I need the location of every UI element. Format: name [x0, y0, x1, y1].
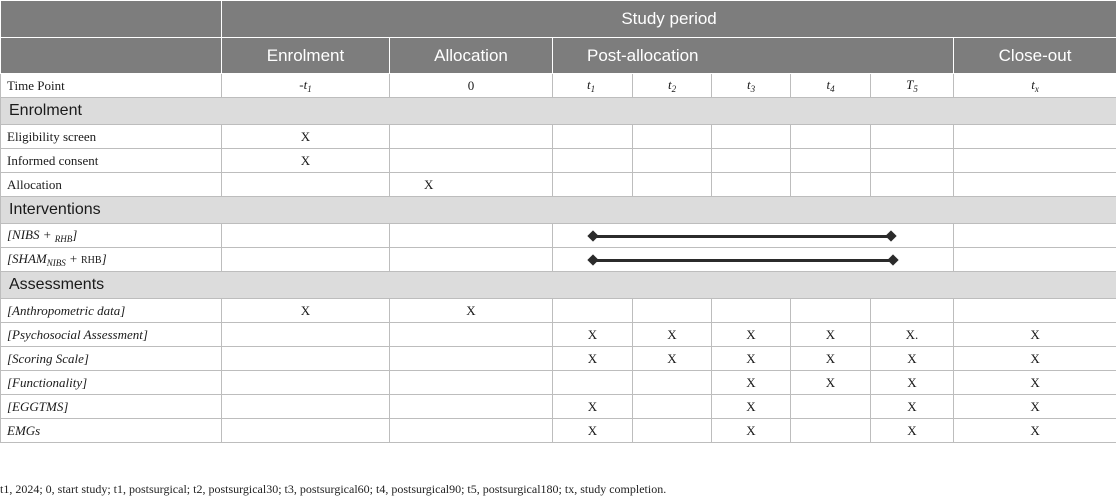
table-row: [1, 173, 1116, 197]
cell-enrol: [222, 248, 390, 272]
cell-t2: [633, 173, 712, 197]
tp-t1: [553, 74, 633, 98]
cell-enrol: [222, 224, 390, 248]
sham-rhb: RHB: [81, 255, 102, 266]
tp-t1-sub: 1: [590, 84, 596, 94]
table-footnote: t1, 2024; 0, start study; t1, postsurgical; t2, postsurgical30; t3, postsurgical60; t4, postsurgical90; t5, postsurgical180; tx, study completion.: [0, 482, 667, 496]
cell-t2: [633, 395, 712, 419]
row-label: Eligibility screen: [1, 125, 222, 149]
tp-t3-sub: 3: [750, 84, 756, 94]
cell-enrol: [222, 173, 390, 197]
cell-t2: X: [633, 347, 712, 371]
intervention-span-nibs: [553, 224, 954, 248]
cell-tx: [954, 248, 1116, 272]
cell-tx: [954, 173, 1116, 197]
cell-alloc: X: [390, 173, 553, 197]
cell-alloc: [390, 248, 553, 272]
tp-t5-text: T: [906, 77, 914, 92]
cell-enrol: X: [222, 299, 390, 323]
cell-alloc: [390, 371, 553, 395]
row-label: [Scoring Scale]: [1, 347, 222, 371]
nibs-sub: RHB: [54, 234, 73, 244]
cell-t3: [712, 299, 791, 323]
cell-t5: [871, 173, 954, 197]
tp-tx-sub: x: [1034, 84, 1039, 94]
cell-alloc: [390, 395, 553, 419]
row-label: [Psychosocial Assessment]: [1, 323, 222, 347]
table-row: [1, 125, 1116, 149]
table-row: [1, 347, 1116, 371]
tp-t4-text: t: [826, 77, 831, 92]
tp-t2-text: t: [667, 77, 672, 92]
header-corner: [1, 1, 222, 38]
time-point-label: Time Point: [1, 74, 222, 98]
tp-t4-sub: 4: [830, 84, 835, 94]
tp-t5: [871, 74, 954, 98]
time-point-row: [1, 74, 1116, 98]
cell-t2: [633, 419, 712, 443]
cell-t3: [712, 125, 791, 149]
tp-t3: [712, 74, 791, 98]
row-label: [Anthropometric data]: [1, 299, 222, 323]
cell-enrol: X: [222, 125, 390, 149]
section-enrolment: [1, 98, 1116, 125]
section-assessments: [1, 272, 1116, 299]
table-row: [1, 224, 1116, 248]
cell-t5: [871, 149, 954, 173]
cell-t2: [633, 371, 712, 395]
tp-t5-sub: 5: [913, 84, 918, 94]
tp-enrol-text: -t: [299, 77, 308, 92]
header-row-study-period: [1, 1, 1116, 38]
cell-enrol: [222, 371, 390, 395]
cell-t1: [553, 299, 633, 323]
phase-allocation: Allocation: [390, 38, 553, 74]
cell-t4: X: [791, 323, 871, 347]
cell-tx: X: [954, 347, 1116, 371]
cell-alloc: [390, 323, 553, 347]
cell-alloc: [390, 419, 553, 443]
bar-start-marker: [587, 254, 598, 265]
table-row: [1, 149, 1116, 173]
cell-t5: [871, 299, 954, 323]
cell-alloc: [390, 347, 553, 371]
cell-t5: X: [871, 395, 954, 419]
intervention-sham-label: [1, 248, 222, 272]
cell-t5: X.: [871, 323, 954, 347]
cell-t5: X: [871, 347, 954, 371]
cell-enrol: [222, 419, 390, 443]
nibs-close: ]: [72, 227, 78, 242]
tp-t1-text: t: [587, 77, 591, 92]
cell-tx: [954, 299, 1116, 323]
header-row-phases: [1, 38, 1116, 74]
cell-t1: X: [553, 419, 633, 443]
tp-t2: [633, 74, 712, 98]
section-enrolment-label: Enrolment: [1, 98, 1116, 125]
cell-t4: [791, 395, 871, 419]
section-interventions-label: Interventions: [1, 197, 1116, 224]
cell-t2: [633, 125, 712, 149]
cell-tx: X: [954, 371, 1116, 395]
cell-t1: X: [553, 323, 633, 347]
cell-t2: [633, 149, 712, 173]
phase-post-allocation: Post-allocation: [553, 38, 954, 74]
cell-t4: X: [791, 347, 871, 371]
intervention-bar: [593, 259, 895, 262]
cell-t3: X: [712, 323, 791, 347]
cell-alloc: [390, 125, 553, 149]
tp-t4: [791, 74, 871, 98]
cell-enrol: [222, 395, 390, 419]
tp-tx-text: t: [1031, 77, 1035, 92]
sham-text: [SHAM: [7, 251, 47, 266]
cell-t1: [553, 149, 633, 173]
cell-t4: [791, 149, 871, 173]
cell-t5: [871, 125, 954, 149]
bar-end-marker: [885, 230, 896, 241]
cell-alloc: [390, 224, 553, 248]
bar-start-marker: [587, 230, 598, 241]
cell-t1: [553, 173, 633, 197]
cell-t4: [791, 173, 871, 197]
cell-t3: [712, 173, 791, 197]
tp-enrol: [222, 74, 390, 98]
cell-enrol: X: [222, 149, 390, 173]
row-label: [Functionality]: [1, 371, 222, 395]
study-period-header: Study period: [222, 1, 1116, 38]
cell-t4: X: [791, 371, 871, 395]
cell-t4: [791, 125, 871, 149]
cell-t3: X: [712, 395, 791, 419]
row-label: EMGs: [1, 419, 222, 443]
cell-t1: X: [553, 347, 633, 371]
table-row: [1, 395, 1116, 419]
sham-sub: NIBS: [46, 258, 66, 268]
phase-enrolment: Enrolment: [222, 38, 390, 74]
tp-t3-text: t: [746, 77, 751, 92]
row-label: [EGGTMS]: [1, 395, 222, 419]
cell-tx: X: [954, 395, 1116, 419]
cell-t1: X: [553, 395, 633, 419]
cell-tx: X: [954, 323, 1116, 347]
bar-end-marker: [887, 254, 898, 265]
cell-t3: X: [712, 347, 791, 371]
cell-enrol: [222, 347, 390, 371]
cell-alloc: [390, 149, 553, 173]
cell-t3: [712, 149, 791, 173]
tp-t2-sub: 2: [671, 84, 677, 94]
section-assessments-label: Assessments: [1, 272, 1116, 299]
table-row: [1, 323, 1116, 347]
intervention-nibs-label: [1, 224, 222, 248]
cell-tx: [954, 224, 1116, 248]
intervention-span-sham: [553, 248, 954, 272]
cell-t5: X: [871, 419, 954, 443]
cell-tx: [954, 149, 1116, 173]
cell-alloc: X: [390, 299, 553, 323]
tp-enrol-sub: 1: [307, 84, 312, 94]
table-row: [1, 371, 1116, 395]
cell-t4: [791, 419, 871, 443]
cell-tx: [954, 125, 1116, 149]
sham-close: ]: [101, 251, 107, 266]
cell-tx: X: [954, 419, 1116, 443]
table-row: [1, 248, 1116, 272]
tp-alloc: 0: [390, 74, 553, 98]
table-row: [1, 419, 1116, 443]
cell-enrol: [222, 323, 390, 347]
section-interventions: [1, 197, 1116, 224]
tp-tx: [954, 74, 1116, 98]
cell-t5: X: [871, 371, 954, 395]
row-label: Informed consent: [1, 149, 222, 173]
cell-t1: [553, 125, 633, 149]
nibs-text: [NIBS +: [7, 227, 55, 242]
sham-plus: +: [65, 251, 81, 266]
cell-t2: [633, 299, 712, 323]
table-row: [1, 299, 1116, 323]
row-label: Allocation: [1, 173, 222, 197]
cell-t1: [553, 371, 633, 395]
cell-t3: X: [712, 371, 791, 395]
intervention-bar: [593, 235, 893, 238]
cell-t3: X: [712, 419, 791, 443]
cell-t2: X: [633, 323, 712, 347]
cell-t4: [791, 299, 871, 323]
header-corner-2: [1, 38, 222, 74]
phase-close-out: Close-out: [954, 38, 1116, 74]
